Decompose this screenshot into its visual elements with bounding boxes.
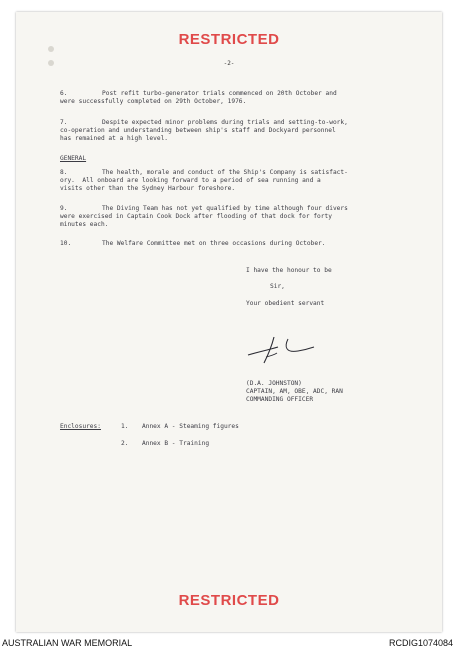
- enclosure-item: Annex B - Training: [142, 440, 210, 447]
- classification-header: RESTRICTED: [178, 31, 280, 48]
- handwritten-signature: [244, 333, 324, 369]
- enclosures-label: Enclosures:: [60, 423, 101, 430]
- classification-footer: RESTRICTED: [178, 592, 280, 609]
- paragraph-line: Despite expected minor problems during trials and setting-to-work,: [102, 119, 348, 126]
- paragraph-line: The Diving Team has not yet qualified by time although four divers: [102, 205, 348, 212]
- paragraph-line: The Welfare Committee met on three occasions during October.: [102, 240, 326, 247]
- archive-reference: RCDIG1074084: [388, 638, 453, 648]
- document-page: [16, 12, 442, 632]
- paragraph-line: Post refit turbo-generator trials commenced on 20th October and: [102, 90, 337, 97]
- paragraph-line: minutes each.: [60, 221, 109, 228]
- paragraph-number: 10.: [60, 240, 72, 247]
- page-number: -2-: [223, 60, 235, 67]
- enclosure-number: 2.: [121, 440, 129, 447]
- paragraph-line: has remained at a high level.: [60, 135, 169, 142]
- paragraph-line: were exercised in Captain Cook Dock after flooding of that dock for forty: [60, 213, 332, 220]
- signatory-name: (D.A. JOHNSTON): [246, 380, 302, 387]
- paragraph-number: 7.: [60, 119, 68, 126]
- paragraph-line: ory. All onboard are looking forward to a period of sea running and a: [60, 177, 321, 184]
- paragraph-line: co-operation and understanding between ship's staff and Dockyard personnel: [60, 127, 336, 134]
- enclosure-number: 1.: [121, 423, 129, 430]
- signatory-rank: CAPTAIN, AM, OBE, ADC, RAN: [246, 388, 343, 395]
- paragraph-line: visits other than the Sydney Harbour foreshore.: [60, 185, 236, 192]
- signatory-title: COMMANDING OFFICER: [246, 396, 314, 403]
- enclosure-item: Annex A - Steaming figures: [142, 423, 239, 430]
- paragraph-number: 6.: [60, 90, 68, 97]
- closing-salutation: Sir,: [270, 283, 285, 290]
- archive-institution: AUSTRALIAN WAR MEMORIAL: [2, 638, 133, 648]
- paragraph-line: were successfully completed on 29th October, 1976.: [60, 98, 247, 105]
- closing-line: I have the honour to be: [246, 267, 332, 274]
- paragraph-line: The health, morale and conduct of the Ship's Company is satisfact-: [102, 169, 348, 176]
- closing-line: Your obedient servant: [246, 300, 325, 307]
- paragraph-number: 8.: [60, 169, 68, 176]
- section-heading: GENERAL: [60, 155, 87, 162]
- paragraph-number: 9.: [60, 205, 68, 212]
